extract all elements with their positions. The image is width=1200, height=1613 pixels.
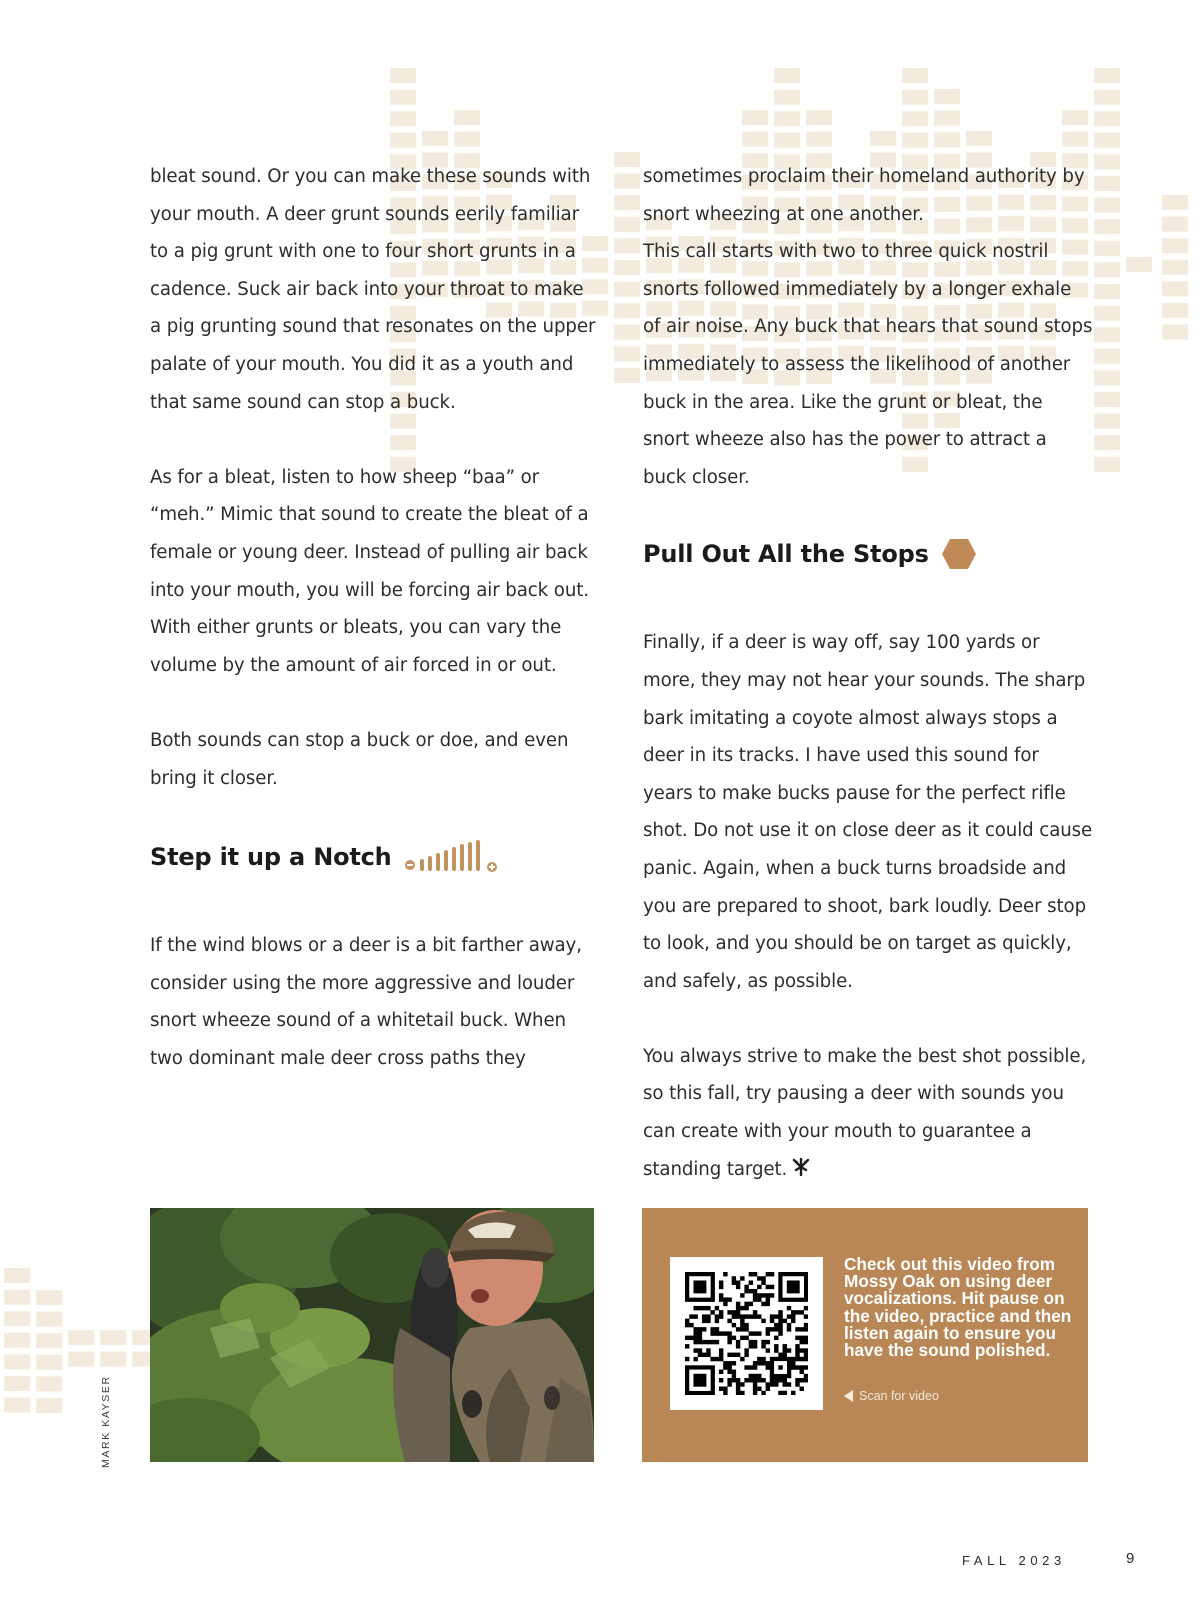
equalizer-block <box>1162 195 1188 210</box>
equalizer-block <box>774 68 800 83</box>
equalizer-block <box>1162 325 1188 340</box>
paragraph-bleat: As for a bleat, listen to how sheep “baa” or “meh.” Mimic that sound to create the bleat of a female or young deer. Instead of pulling air back into your mouth, you will be forcing air back out. With either grunts or bleats, you can vary the volume by the amount of air forced in or out. <box>150 466 589 676</box>
paragraph-grunt: bleat sound. Or you can make these sounds with your mouth. A deer grunt sounds eerily familiar to a pig grunt with one to four short grunts in a cadence. Suck air back into your throat to make a pig grunting sound that resonates on the upper palate of your mouth. You did it as a youth and that same sound can stop a buck. <box>150 166 596 413</box>
equalizer-block <box>934 111 960 126</box>
equalizer-block <box>614 303 640 318</box>
equalizer-block <box>1094 90 1120 105</box>
equalizer-block <box>100 1352 126 1367</box>
equalizer-block <box>1094 176 1120 191</box>
equalizer-block <box>1094 68 1120 83</box>
equalizer-block <box>1094 435 1120 450</box>
equalizer-block <box>614 174 640 189</box>
equalizer-block <box>742 110 768 125</box>
paragraph-homeland-authority: sometimes proclaim their homeland authority by snort wheezing at one another. <box>643 166 1085 225</box>
equalizer-block <box>1162 260 1188 275</box>
equalizer-block <box>902 133 928 148</box>
equalizer-block <box>36 1333 62 1348</box>
equalizer-block <box>614 217 640 232</box>
equalizer-block <box>806 110 832 125</box>
equalizer-block <box>4 1290 30 1305</box>
paragraph-snort-wheeze-intro: If the wind blows or a deer is a bit farther away, consider using the more aggressive and louder snort wheeze sound of a whitetail buck. When two dominant male deer cross paths they <box>150 935 582 1069</box>
equalizer-block <box>1094 111 1120 126</box>
equalizer-block <box>4 1311 30 1326</box>
equalizer-block <box>1162 238 1188 253</box>
equalizer-block <box>1094 198 1120 213</box>
equalizer-block <box>4 1398 30 1413</box>
equalizer-block <box>36 1290 62 1305</box>
equalizer-block <box>1094 306 1120 321</box>
equalizer-block <box>36 1355 62 1370</box>
equalizer-block <box>68 1352 94 1367</box>
left-text-column <box>150 158 600 1077</box>
paragraph-call-description: This call starts with two to three quick nostril snorts followed immediately by a longer exhale of air noise. Any buck that hears that sound stops immediately to assess the likelihood of another buck in the area. Like the grunt or bleat, the snort wheeze also has the power to attract a buck closer. <box>643 241 1093 488</box>
equalizer-block <box>1094 457 1120 472</box>
equalizer-block <box>390 68 416 83</box>
equalizer-block <box>1126 257 1152 272</box>
leaf-end-mark-icon <box>791 1152 811 1170</box>
equalizer-block <box>774 90 800 105</box>
equalizer-block <box>1162 303 1188 318</box>
equalizer-block <box>614 368 640 383</box>
closing-text: You always strive to make the best shot possible, so this fall, try pausing a deer with sounds you can create with your mouth to guarantee a standing target. <box>643 1045 1087 1180</box>
equalizer-block <box>806 132 832 147</box>
equalizer-block <box>614 346 640 361</box>
equalizer-block <box>902 111 928 126</box>
equalizer-block <box>1094 349 1120 364</box>
equalizer-block <box>4 1268 30 1283</box>
equalizer-block <box>614 195 640 210</box>
equalizer-block <box>390 111 416 126</box>
equalizer-block <box>742 132 768 147</box>
qr-video-callout <box>642 1208 1088 1462</box>
equalizer-block <box>1094 219 1120 234</box>
equalizer-block <box>1062 132 1088 147</box>
equalizer-block <box>1094 284 1120 299</box>
equalizer-block <box>4 1354 30 1369</box>
volume-slider-icon <box>404 839 504 875</box>
paragraph-both-sounds: Both sounds can stop a buck or doe, and even bring it closer. <box>150 729 569 789</box>
equalizer-block <box>1094 392 1120 407</box>
section-heading-pull-out-stops <box>643 532 1093 576</box>
equalizer-block <box>100 1330 126 1345</box>
equalizer-block <box>614 238 640 253</box>
equalizer-block <box>68 1330 94 1345</box>
equalizer-block <box>454 132 480 147</box>
equalizer-block <box>774 111 800 126</box>
equalizer-block <box>1094 133 1120 148</box>
right-text-column <box>643 158 1093 1188</box>
equalizer-block <box>4 1333 30 1348</box>
footer-issue: FALL 2023 <box>962 1553 1066 1568</box>
paragraph-closing <box>643 1038 1093 1188</box>
equalizer-block <box>1094 154 1120 169</box>
page-number: 9 <box>1126 1550 1135 1567</box>
equalizer-block <box>902 90 928 105</box>
equalizer-block <box>1094 262 1120 277</box>
section-heading-step-it-up <box>150 835 600 879</box>
equalizer-block <box>1094 327 1120 342</box>
equalizer-block <box>390 90 416 105</box>
qr-code[interactable] <box>685 1272 808 1395</box>
equalizer-block <box>966 131 992 146</box>
qr-callout-text: Check out this video from Mossy Oak on using deer vocalizations. Hit pause on the video, practice and then listen again to ensure you have the sound polished. <box>844 1254 1072 1361</box>
scan-for-video-label <box>844 1389 939 1403</box>
equalizer-block <box>1162 281 1188 296</box>
equalizer-block <box>4 1376 30 1391</box>
equalizer-block <box>1094 241 1120 256</box>
paragraph-coyote-bark: Finally, if a deer is way off, say 100 yards or more, they may not hear your sounds. The sharp bark imitating a coyote almost always stops a deer in its tracks. I have used this sound for years to make bucks pause for the perfect rifle shot. Do not use it on close deer as it could cause panic. Again, when a buck turns broadside and you are prepared to shoot, bark loudly. Deer stop to look, and you should be on target as quickly, and safely, as possible. <box>643 632 1093 992</box>
equalizer-block <box>870 131 896 146</box>
equalizer-block <box>390 133 416 148</box>
equalizer-block <box>614 260 640 275</box>
equalizer-block <box>1094 370 1120 385</box>
equalizer-block <box>1162 217 1188 232</box>
qr-code-frame[interactable] <box>670 1257 823 1410</box>
equalizer-block <box>422 131 448 146</box>
equalizer-block <box>614 152 640 167</box>
hunter-calling-photo <box>150 1208 594 1462</box>
equalizer-block <box>614 325 640 340</box>
equalizer-block <box>36 1376 62 1391</box>
scan-label-text: Scan for video <box>859 1389 939 1403</box>
equalizer-block <box>36 1398 62 1413</box>
equalizer-block <box>934 132 960 147</box>
heading-text: Pull Out All the Stops <box>643 540 929 569</box>
equalizer-block <box>902 68 928 83</box>
equalizer-block <box>454 110 480 125</box>
equalizer-block <box>36 1312 62 1327</box>
photo-credit: MARK KAYSER <box>100 1375 112 1468</box>
equalizer-block <box>1094 414 1120 429</box>
triangle-left-icon <box>844 1390 853 1402</box>
equalizer-block <box>1062 110 1088 125</box>
heading-text: Step it up a Notch <box>150 843 392 872</box>
equalizer-block <box>934 89 960 104</box>
equalizer-block <box>614 282 640 297</box>
hexagon-icon <box>941 538 977 570</box>
equalizer-block <box>774 133 800 148</box>
